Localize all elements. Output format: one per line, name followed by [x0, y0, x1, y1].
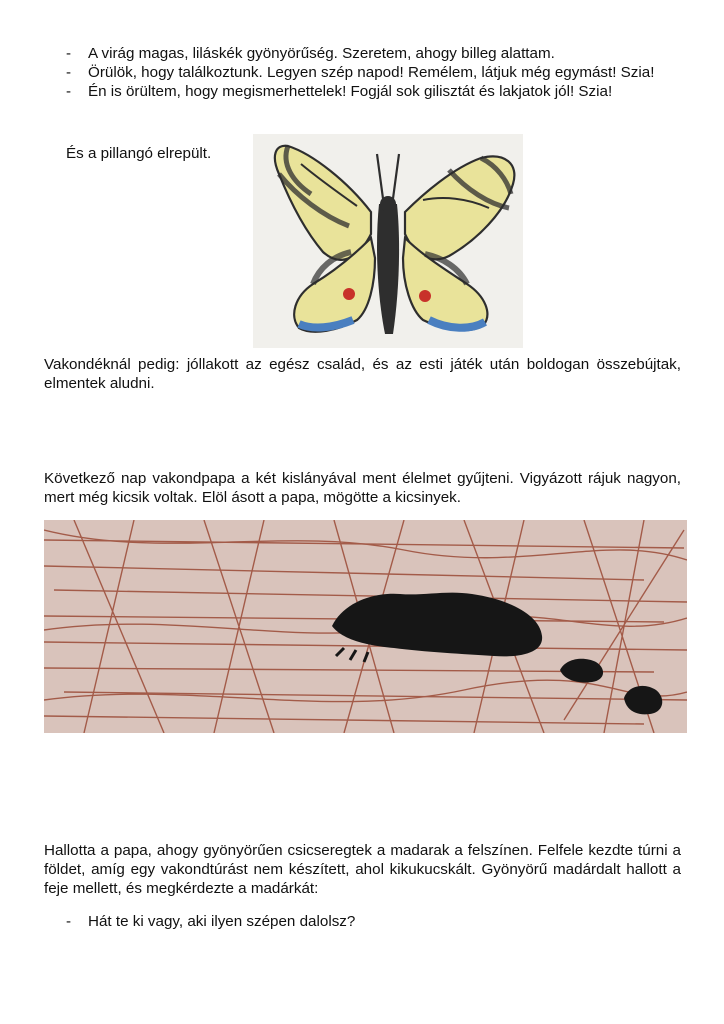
dialogue-text: Örülök, hogy találkoztunk. Legyen szép napod! Remélem, látjuk még egymást! Szia!	[88, 64, 655, 81]
dialogue-line	[66, 912, 686, 931]
dialogue-text: Hát te ki vagy, aki ilyen szépen dalolsz?	[88, 913, 356, 930]
dialogue-dash: -	[66, 83, 72, 100]
mole-family-drawing-icon	[44, 520, 687, 733]
dialogue-line	[66, 63, 686, 82]
dialogue-dash: -	[66, 913, 72, 930]
dialogue-top	[66, 44, 686, 101]
dialogue-bottom	[66, 912, 686, 931]
dialogue-line	[66, 82, 686, 101]
dialogue-dash: -	[66, 45, 72, 62]
paragraph-1: Vakondéknál pedig: jóllakott az egész család, és az esti játék után boldogan összebújtak, elmentek aludni.	[44, 356, 681, 392]
dialogue-line	[66, 44, 686, 63]
dialogue-text: A virág magas, liláskék gyönyörűség. Szeretem, ahogy billeg alattam.	[88, 45, 555, 62]
dialogue-text: Én is örültem, hogy megismerhettelek! Fogjál sok gilisztát és lakjatok jól! Szia!	[88, 83, 613, 100]
butterfly-illustration	[253, 134, 523, 348]
mole-illustration	[44, 520, 687, 733]
dialogue-dash: -	[66, 64, 72, 81]
paragraph-2: Következő nap vakondpapa a két kislányával ment élelmet gyűjteni. Vigyázott rájuk nagyon, mert még kicsik voltak. Elöl ásott a papa, mögötte a kicsinyek.	[44, 470, 681, 506]
butterfly-drawing-icon	[253, 134, 523, 348]
paragraph-3: Hallotta a papa, ahogy gyönyörűen csicseregtek a madarak a felszínen. Felfele kezdte túrni a földet, amíg egy vakondtúrást nem készített, ahol kikukucskált. Gyönyörű madárdalt hallott a feje mellett, és megkérdezte a madárkát:	[44, 842, 681, 897]
butterfly-caption: És a pillangó elrepült.	[66, 145, 212, 162]
